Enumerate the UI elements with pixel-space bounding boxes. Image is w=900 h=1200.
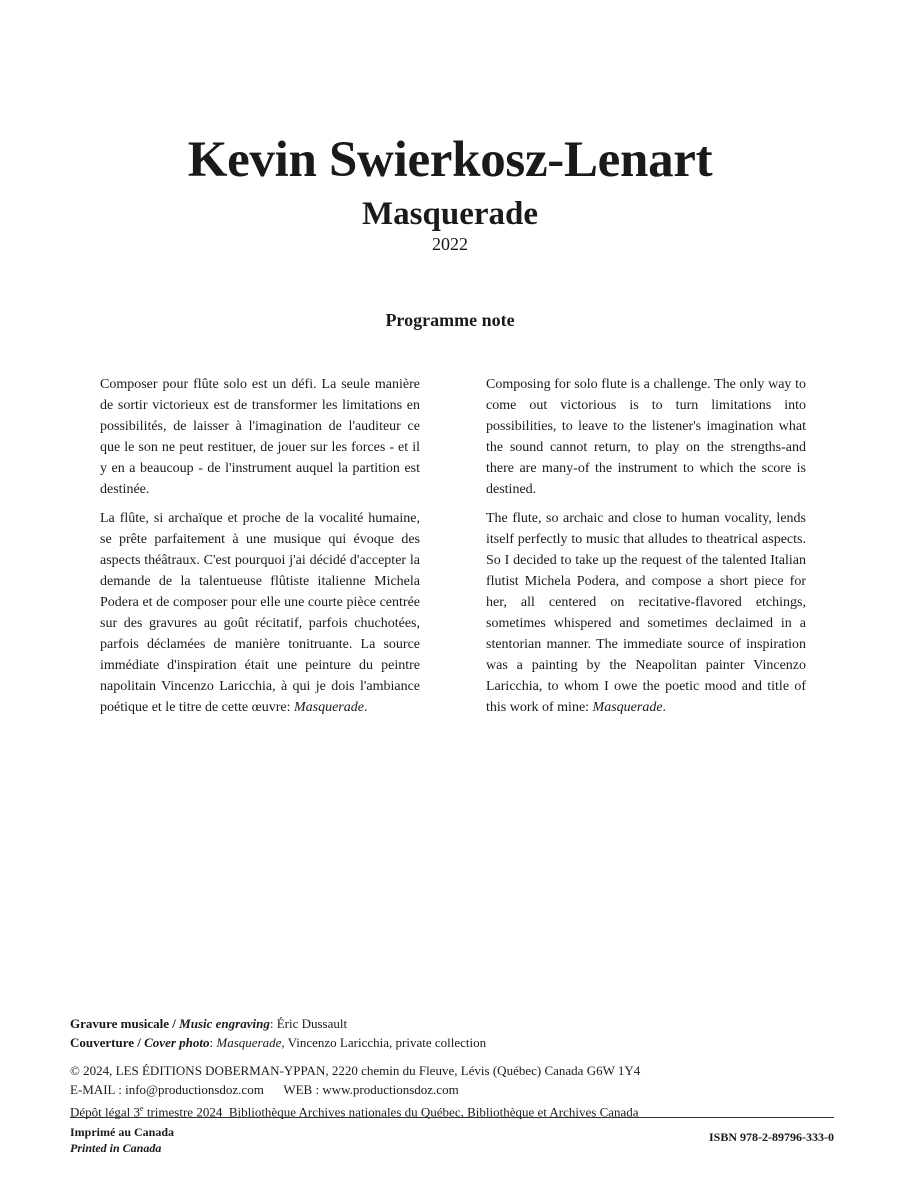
engraving-label-fr: Gravure musicale /	[70, 1016, 176, 1031]
cover-label-en: Cover photo	[144, 1035, 210, 1050]
depot-sup: e	[140, 1104, 144, 1113]
cover-work: Masquerade	[216, 1035, 282, 1050]
engraving-value: : Éric Dussault	[269, 1016, 348, 1031]
depot-pre: Dépôt légal 3	[70, 1104, 141, 1120]
engraving-credit	[70, 1014, 830, 1033]
programme-note-french	[100, 374, 420, 726]
programme-note-english	[486, 374, 806, 726]
programme-note-heading: Programme note	[385, 310, 515, 330]
footer-rule	[70, 1117, 834, 1118]
printed-en: Printed in Canada	[70, 1141, 162, 1155]
english-paragraph-2	[486, 508, 806, 718]
printed-in	[70, 1124, 174, 1156]
french-paragraph-1: Composer pour flûte solo est un défi. La seule manière de sortir victorieux est de transformer les limitations en possibilités, de laisser à l'imagination de l'auditeur ce que le son ne peut restituer, de jouer sur les forces - et il y en a beaucoup - de l'instrument auquel la partition est destinée.	[100, 377, 420, 497]
french-end-punct: .	[363, 700, 368, 715]
copyright-line: © 2024, LES ÉDITIONS DOBERMAN-YPPAN, 2220 chemin du Fleuve, Lévis (Québec) Canada G6W 1Y4	[70, 1063, 641, 1078]
english-paragraph-1: Composing for solo flute is a challenge. The only way to come out victorious is to turn limitations into possibilities, to leave to the listener's imagination what the sound cannot return, to play on the strengths-and there are many-of the instrument to which the score is destined.	[486, 377, 806, 497]
composer-name: Kevin Swierkosz-Lenart	[187, 132, 713, 188]
cover-sep: :	[209, 1035, 217, 1050]
engraving-label-en: Music engraving	[179, 1016, 270, 1031]
english-work-title: Masquerade	[592, 700, 663, 715]
depot-post: trimestre 2024 Bibliothèque Archives nationales du Québec, Bibliothèque et Archives Canada	[143, 1104, 639, 1120]
french-paragraph-2	[100, 508, 420, 718]
cover-credit	[70, 1033, 830, 1052]
english-end-punct: .	[662, 700, 667, 715]
french-paragraph-2-text: La flûte, si archaïque et proche de la vocalité humaine, se prête parfaitement à une musique qui évoque des aspects théâtraux. C'est pourquoi j'ai décidé d'accepter la demande de la talentueuse flûtiste italienne Michela Podera et de composer pour elle une courte pièce centrée sur des gravures au goût récitatif, parfois chuchotées, parfois déclamées de manière tonitruante. La source immédiate d'inspiration était une peinture du peintre napolitain Vincenzo Laricchia, à qui je dois l'ambiance poétique et le titre de cette œuvre:	[100, 511, 420, 715]
contact-line	[70, 1080, 830, 1099]
isbn: ISBN 978-2-89796-333-0	[709, 1130, 834, 1144]
cover-value: , Vincenzo Laricchia, private collection	[281, 1035, 487, 1050]
english-paragraph-2-text: The flute, so archaic and close to human vocality, lends itself perfectly to music that alludes to theatrical aspects. So I decided to take up the request of the talented Italian flutist Michela Podera, and compose a short piece for her, all centered on recitative-flavored etchings, sometimes whispered and sometimes declaimed in a stentorian manner. The immediate source of inspiration was a painting by the Neapolitan painter Vincenzo Laricchia, to whom I owe the poetic mood and title of this work of mine:	[486, 511, 806, 715]
printed-fr: Imprimé au Canada	[70, 1125, 175, 1139]
work-title: Masquerade	[362, 196, 538, 232]
email-address[interactable]: E-MAIL : info@productionsdoz.com	[70, 1082, 264, 1097]
credits	[70, 1014, 830, 1121]
work-year: 2022	[432, 234, 468, 254]
web-address[interactable]: WEB : www.productionsdoz.com	[283, 1082, 459, 1097]
cover-label-fr: Couverture /	[70, 1035, 141, 1050]
french-work-title: Masquerade	[293, 700, 364, 715]
